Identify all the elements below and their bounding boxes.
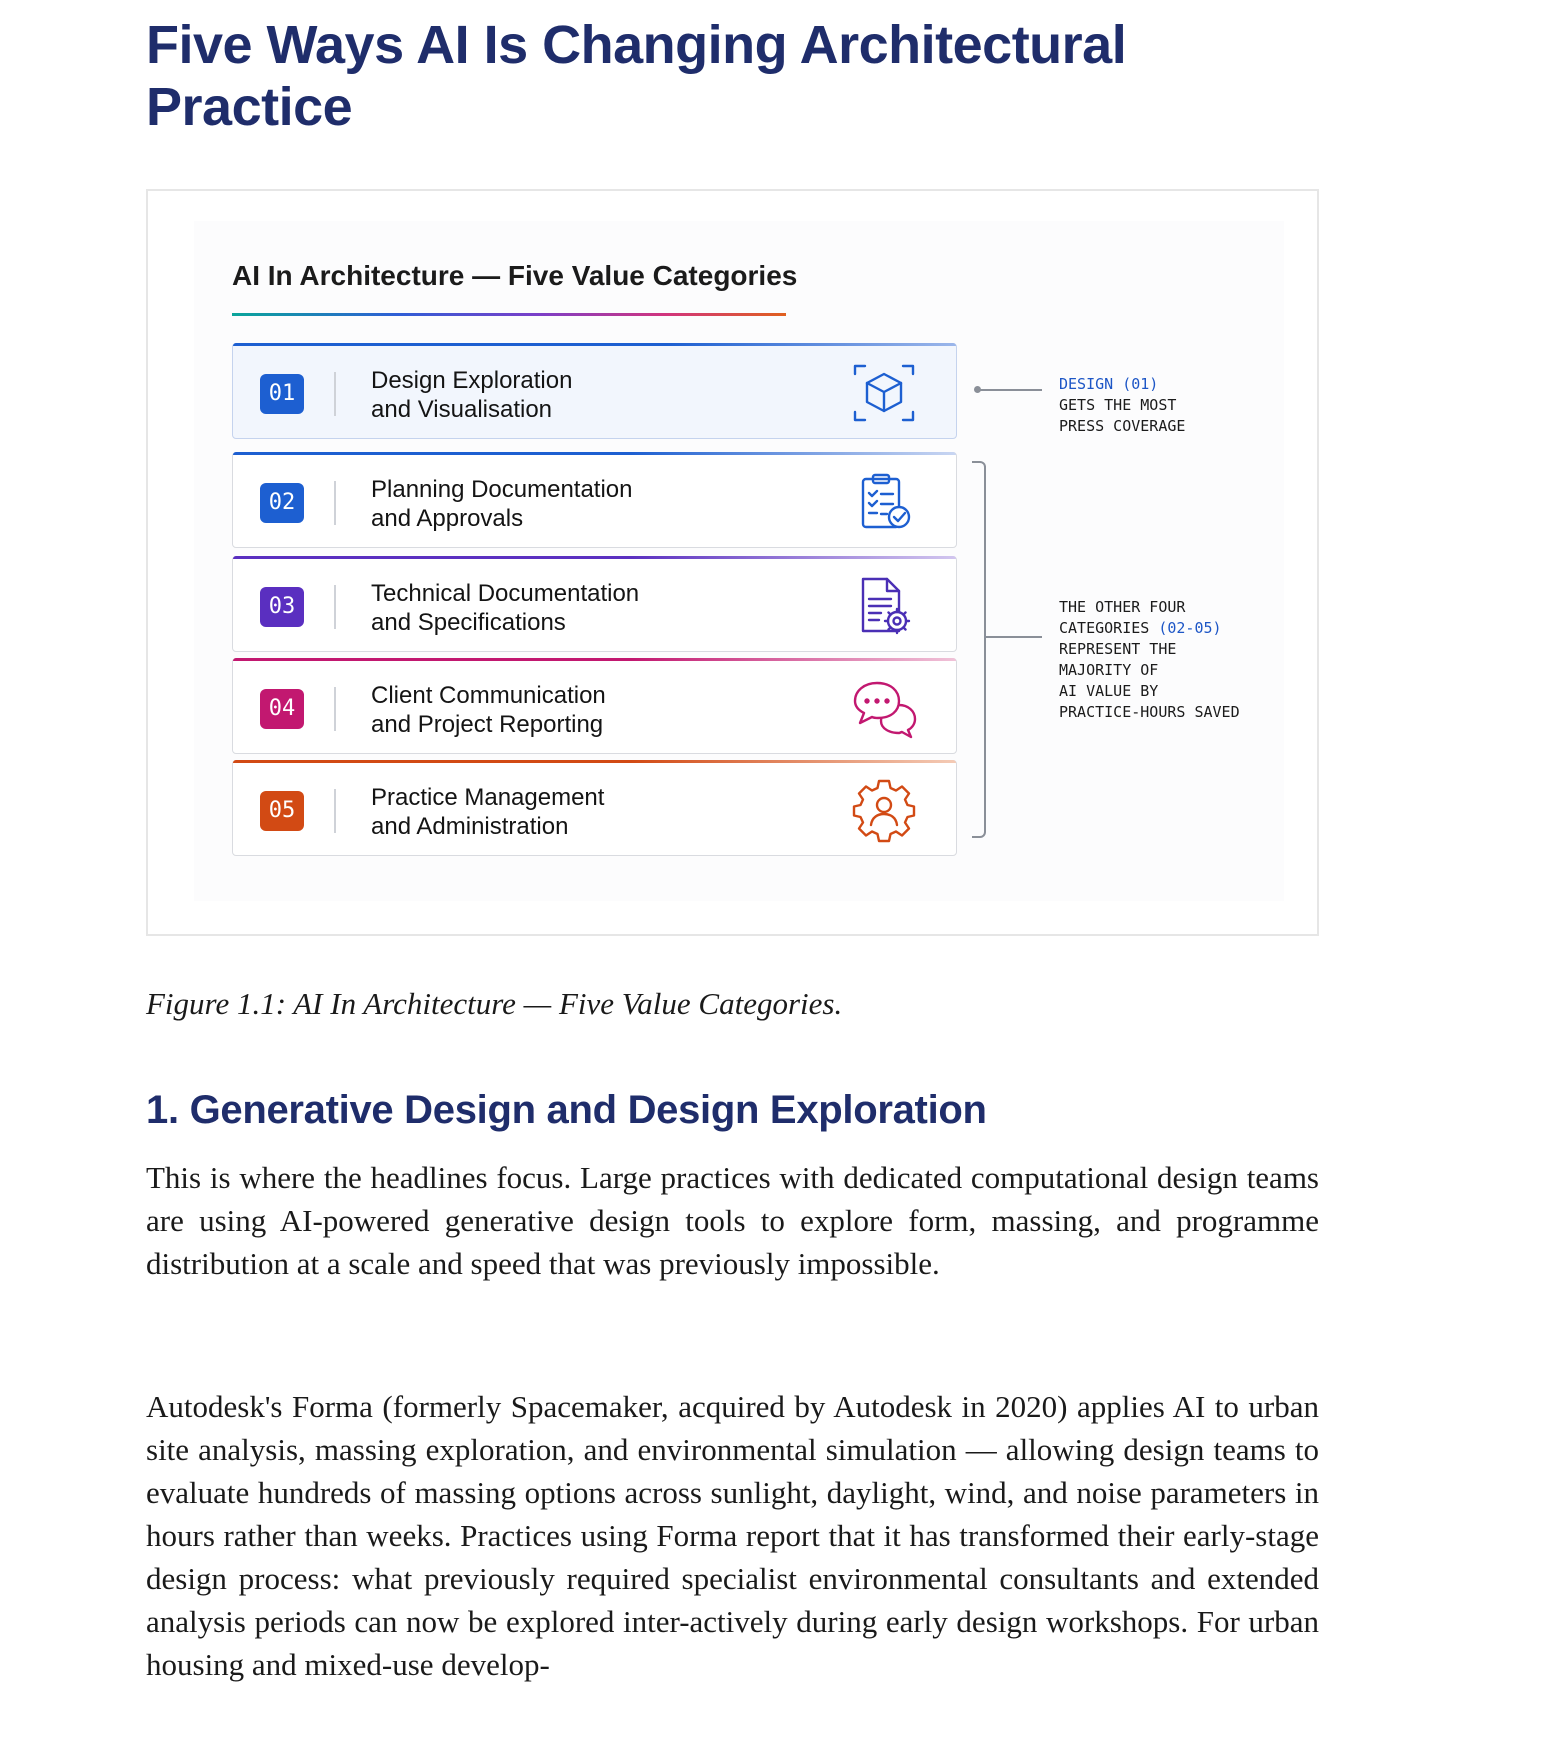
category-label-line: and Specifications	[371, 609, 566, 636]
category-label-line: and Project Reporting	[371, 711, 604, 738]
chat-bubbles-icon	[851, 675, 917, 741]
gear-person-icon	[851, 777, 917, 843]
card-divider	[334, 481, 336, 525]
callout-text-body: THE OTHER FOUR	[1059, 598, 1186, 616]
category-label-line: and Approvals	[371, 505, 524, 532]
category-card-01	[232, 343, 957, 439]
callout-highlight: (02-05)	[1158, 619, 1222, 637]
category-number-badge: 05	[260, 791, 304, 831]
card-accent-bar	[233, 343, 956, 346]
section-heading: 1. Generative Design and Design Exploration	[146, 1088, 987, 1132]
card-accent-bar	[233, 452, 956, 455]
category-label-line: and Administration	[371, 813, 569, 840]
figure-caption: Figure 1.1: AI In Architecture — Five Value Categories.	[146, 986, 843, 1021]
callout-bracket	[972, 461, 986, 838]
category-label	[371, 475, 831, 533]
category-card-04	[232, 658, 957, 754]
callout-text-body: REPRESENT THE MAJORITY OF AI VALUE BY PRACTICE-HOURS SAVED	[1059, 640, 1240, 721]
card-divider	[334, 372, 336, 416]
callout-connector-line	[986, 636, 1042, 638]
cube-icon	[851, 360, 917, 426]
category-label-line: Technical Documentation	[371, 580, 640, 607]
category-label-line: Design Exploration	[371, 367, 573, 394]
callout-connector-line	[976, 389, 1042, 391]
category-number-badge: 01	[260, 374, 304, 414]
category-card-03	[232, 556, 957, 652]
title-gradient-underline	[232, 313, 786, 316]
card-accent-bar	[233, 658, 956, 661]
category-label-line: and Visualisation	[371, 396, 553, 423]
category-label	[371, 681, 831, 739]
category-label	[371, 579, 831, 637]
category-number-badge: 03	[260, 587, 304, 627]
category-label-line: Practice Management	[371, 784, 605, 811]
clipboard-check-icon	[851, 469, 917, 535]
category-card-02	[232, 452, 957, 548]
body-paragraph: This is where the headlines focus. Large practices with dedicated computational design teams are using AI-powered generative design tools to explore form, massing, and programme distribution at a scale and speed that was previously impossible.	[146, 1160, 1319, 1281]
category-card-05	[232, 760, 957, 856]
callout-text-body: GETS THE MOST PRESS COVERAGE	[1059, 396, 1186, 435]
card-divider	[334, 687, 336, 731]
document-gear-icon	[851, 573, 917, 639]
callout-other-categories	[1059, 597, 1240, 723]
card-accent-bar	[233, 556, 956, 559]
category-number-badge: 02	[260, 483, 304, 523]
callout-text-body: CATEGORIES	[1059, 619, 1159, 637]
body-paragraph: Autodesk's Forma (formerly Spacemaker, acquired by Autodesk in 2020) applies AI to urban site analysis, massing exploration, and environmental simulation — allowing design teams to evaluate hundreds of massing options across sunlight, daylight, wind, and noise parameters in hours rather than weeks. Practices using Forma report that it has transformed their early-stage design process: what previously required specialist environmental consultants and extended analysis periods can now be explored inter-actively during early design workshops. For urban housing and mixed-use develop-	[146, 1389, 1319, 1682]
category-label	[371, 783, 831, 841]
category-number-badge: 04	[260, 689, 304, 729]
callout-design-coverage	[1059, 374, 1185, 437]
category-label-line: Client Communication	[371, 682, 606, 709]
category-label-line: Planning Documentation	[371, 476, 633, 503]
card-divider	[334, 585, 336, 629]
callout-highlight: DESIGN (01)	[1059, 375, 1159, 393]
card-divider	[334, 789, 336, 833]
category-label	[371, 366, 831, 424]
infographic-title: AI In Architecture — Five Value Categories	[232, 260, 798, 291]
page-title: Five Ways AI Is Changing Architectural Practice	[146, 15, 1127, 137]
card-accent-bar	[233, 760, 956, 763]
